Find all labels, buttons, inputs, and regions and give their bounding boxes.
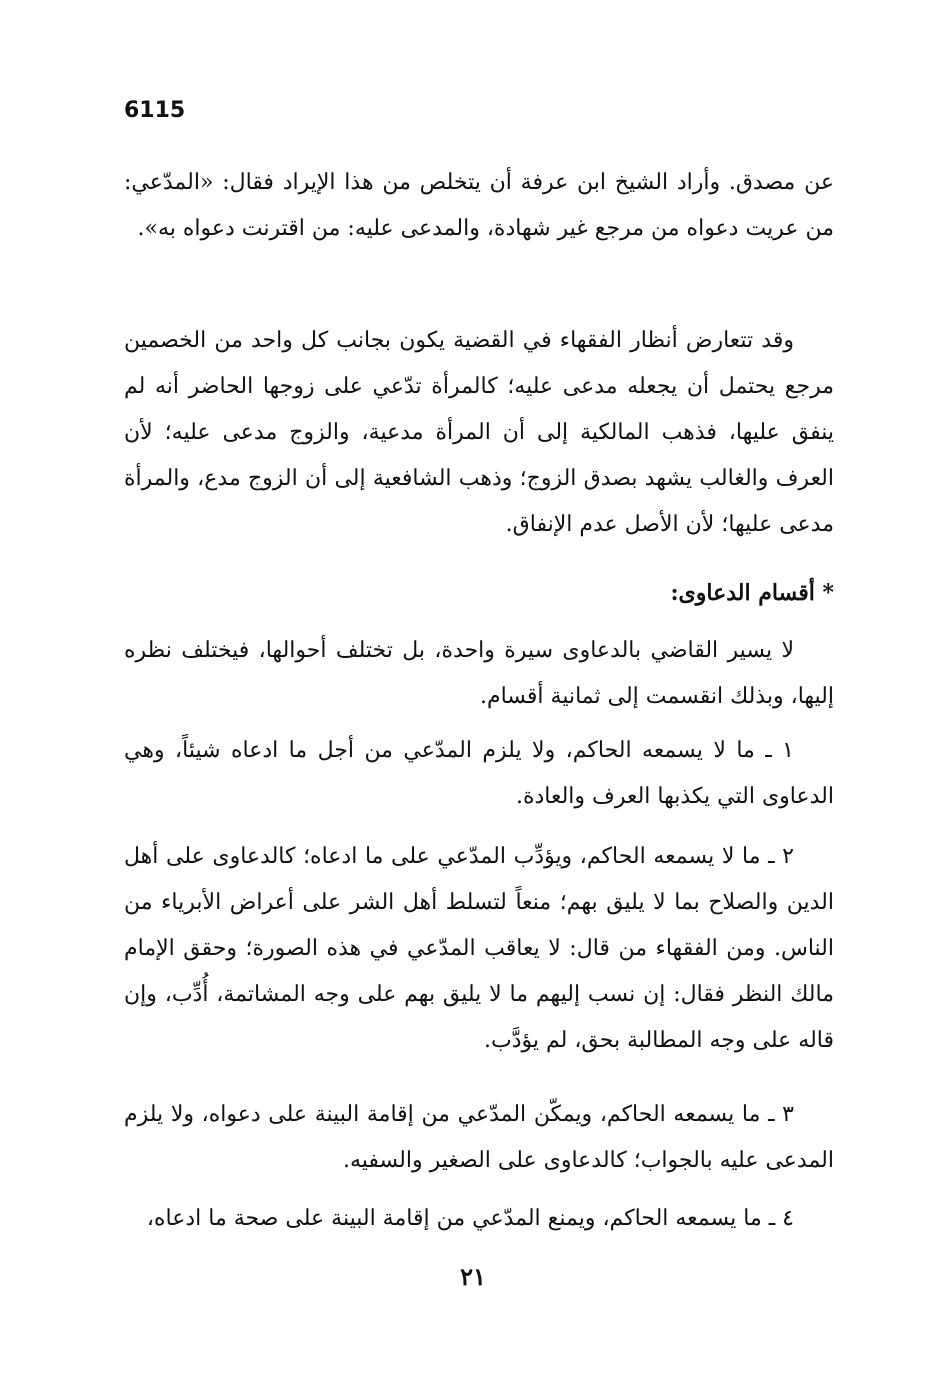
- list-item-3: ٣ ـ ما يسمعه الحاكم، ويمكّن المدّعي من إقامة البينة على دعواه، ولا يلزم المدعى عليه بالجواب؛ كالدعاوى على الصغير والسفيه.: [124, 1102, 834, 1173]
- list-item-4: ٤ ـ ما يسمعه الحاكم، ويمنع المدّعي من إقامة البينة على صحة ما ادعاه،: [146, 1206, 794, 1231]
- list-item-1: ١ ـ ما لا يسمعه الحاكم، ولا يلزم المدّعي من أجل ما ادعاه شيئاً، وهي الدعاوى التي يكذبها العرف والعادة.: [124, 738, 834, 809]
- section-heading: * أقسام الدعاوى:: [670, 580, 834, 606]
- page-folio: ٢١: [460, 1262, 486, 1291]
- list-item-2: ٢ ـ ما لا يسمعه الحاكم، ويؤدِّب المدّعي على ما ادعاه؛ كالدعاوى على أهل الدين والصلاح بما لا يليق بهم؛ منعاً لتسلط أهل الشر على أعراض الأبرياء من الناس. ومن الفقهاء من قال: لا يعاقب المدّعي في هذه الصورة؛ وحقق الإمام مالك النظر فقال: إن نسب إليهم ما لا يليق بهم على وجه المشاتمة، أُدِّب، وإن قاله على وجه المطالبة بحق، لم يؤدَّب.: [124, 844, 834, 1053]
- paragraph-continuation: عن مصدق. وأراد الشيخ ابن عرفة أن يتخلص من هذا الإيراد فقال: «المدّعي: من عريت دعواه من مرجع غير شهادة، والمدعى عليه: من اقترنت دعواه به».: [124, 170, 834, 241]
- page-number: 6115: [124, 98, 186, 123]
- paragraph-intro-categories: لا يسير القاضي بالدعاوى سيرة واحدة، بل تختلف أحوالها، فيختلف نظره إليها، وبذلك انقسمت إلى ثمانية أقسام.: [124, 638, 834, 709]
- paragraph-jurists-disagreement: وقد تتعارض أنظار الفقهاء في القضية يكون بجانب كل واحد من الخصمين مرجع يحتمل أن يجعله مدعى عليه؛ كالمرأة تدّعي على زوجها الحاضر أنه لم ينفق عليها، فذهب المالكية إلى أن المرأة مدعية، والزوج مدعى عليه؛ لأن العرف والغالب يشهد بصدق الزوج؛ وذهب الشافعية إلى أن الزوج مدع، والمرأة مدعى عليها؛ لأن الأصل عدم الإنفاق.: [124, 328, 834, 537]
